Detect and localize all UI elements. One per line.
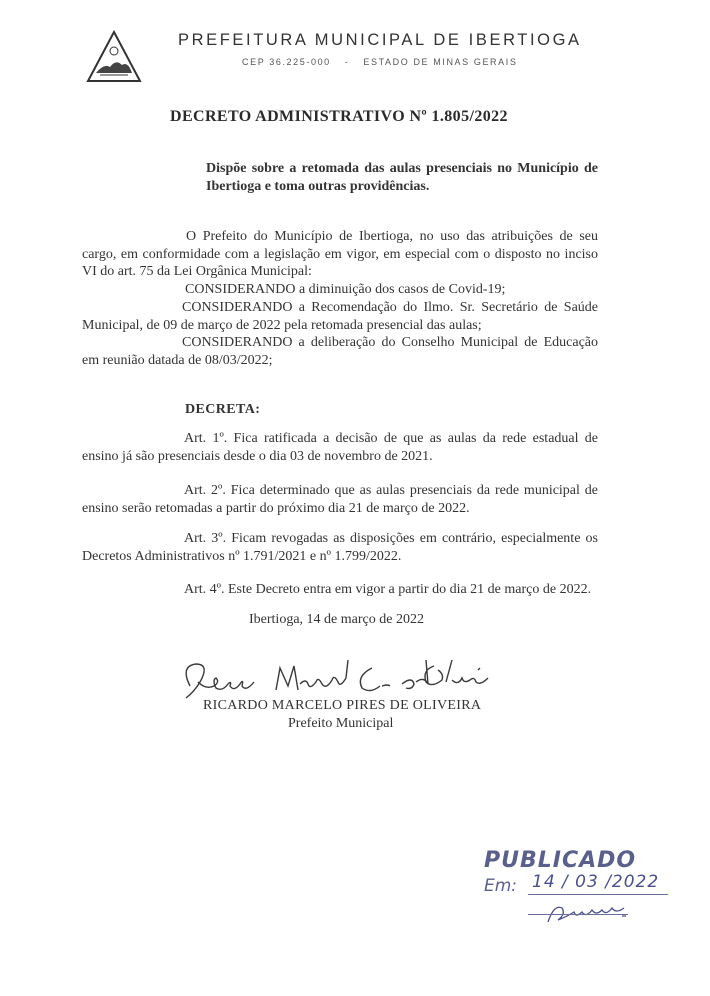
article-2: Art. 2º. Fica determinado que as aulas presenciais da rede municipal de ensino serão retomadas a partir do próximo dia 21 de março de 2022. <box>82 483 598 516</box>
postal-code: CEP 36.225-000 <box>242 57 331 67</box>
considerando-1: CONSIDERANDO a diminuição dos casos de Covid-19; <box>185 282 506 297</box>
stamp-date: 14 / 03 /2022 <box>532 872 660 892</box>
place-and-date: Ibertioga, 14 de março de 2022 <box>249 612 424 627</box>
decree-summary: Dispõe sobre a retomada das aulas presenciais no Município de Ibertioga e toma outras providências. <box>206 161 598 194</box>
letterhead <box>0 0 710 95</box>
municipality-title: PREFEITURA MUNICIPAL DE IBERTIOGA <box>178 31 582 49</box>
stamp-date-label: Em: <box>484 876 518 896</box>
decreta-heading: DECRETA: <box>185 402 261 417</box>
article-1: Art. 1º. Fica ratificada a decisão de que as aulas da rede estadual de ensino já são presenciais desde o dia 03 de novembro de 2021. <box>82 431 598 464</box>
state-name: ESTADO DE MINAS GERAIS <box>363 57 518 67</box>
intro-paragraph: O Prefeito do Município de Ibertioga, no uso das atribuições de seu cargo, em conformidade com a legislação em vigor, em especial com o disposto no inciso VI do art. 75 da Lei Orgânica Municipal: <box>82 229 598 279</box>
stamp-signature-line <box>528 914 628 915</box>
considerando-2: CONSIDERANDO a Recomendação do Ilmo. Sr. Secretário de Saúde Municipal, de 09 de março de 2022 pela retomada presencial das aulas; <box>82 300 598 333</box>
stamp-title: PUBLICADO <box>484 848 637 873</box>
municipal-seal-icon <box>86 29 142 85</box>
letterhead-subtitle <box>242 57 517 67</box>
considerando-3: CONSIDERANDO a deliberação do Conselho Municipal de Educação em reunião datada de 08/03/2022; <box>82 335 598 368</box>
decree-title: DECRETO ADMINISTRATIVO Nº 1.805/2022 <box>170 108 508 125</box>
subtitle-separator: - <box>344 57 350 67</box>
published-stamp <box>480 848 680 938</box>
signer-name: RICARDO MARCELO PIRES DE OLIVEIRA <box>203 698 482 713</box>
article-4: Art. 4º. Este Decreto entra em vigor a partir do dia 21 de março de 2022. <box>184 582 592 597</box>
article-3: Art. 3º. Ficam revogadas as disposições em contrário, especialmente os Decretos Administrativos nº 1.791/2021 e nº 1.799/2022. <box>82 531 598 564</box>
signer-role: Prefeito Municipal <box>288 716 394 731</box>
